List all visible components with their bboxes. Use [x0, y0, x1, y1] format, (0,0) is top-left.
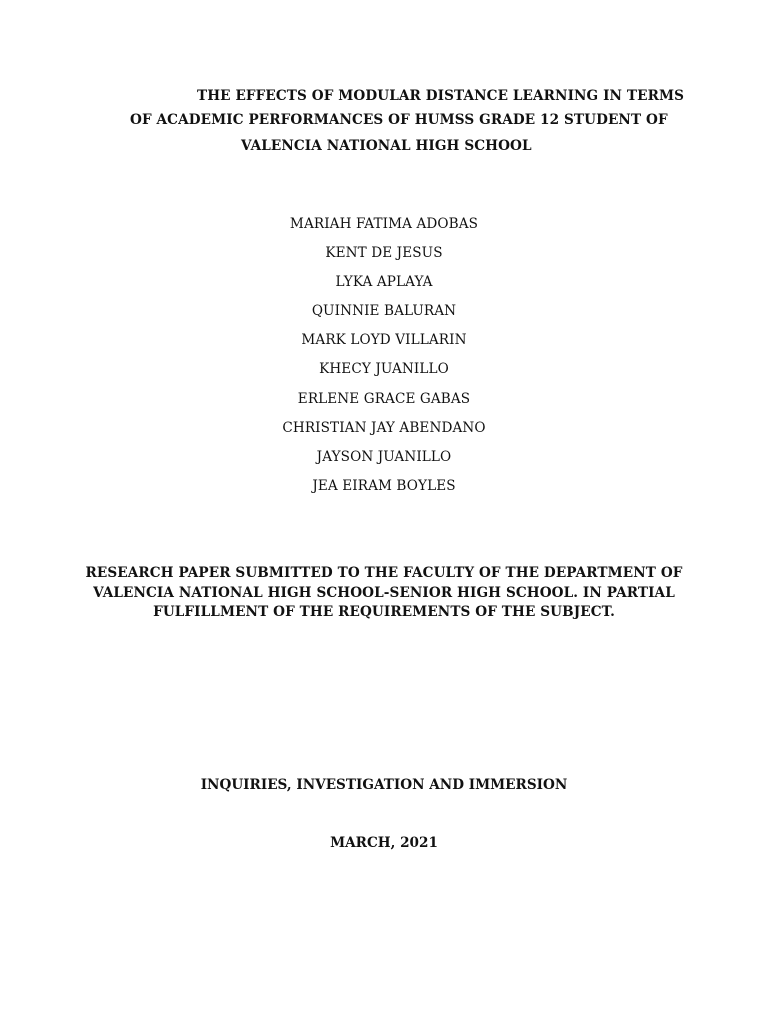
author-name: ERLENE GRACE GABAS [297, 390, 471, 407]
author-name: CHRISTIAN JAY ABENDANO [282, 419, 486, 436]
author-name: KENT DE JESUS [325, 245, 443, 262]
author-name: JEA EIRAM BOYLES [312, 477, 456, 494]
title-line-2: OF ACADEMIC PERFORMANCES OF HUMSS GRADE 12 STUDENT OF [130, 112, 668, 128]
author-name: JAYSON JUANILLO [316, 448, 452, 465]
title-line-1: THE EFFECTS OF MODULAR DISTANCE LEARNING IN TERMS [197, 88, 685, 104]
submission-date: MARCH, 2021 [330, 835, 438, 851]
title-line-3: VALENCIA NATIONAL HIGH SCHOOL [241, 138, 532, 154]
author-name: KHECY JUANILLO [319, 361, 449, 378]
author-name: LYKA APLAYA [335, 274, 433, 291]
submission-line-3: FULFILLMENT OF THE REQUIREMENTS OF THE SUBJECT. [153, 604, 615, 620]
submission-line-2: VALENCIA NATIONAL HIGH SCHOOL-SENIOR HIGH SCHOOL. IN PARTIAL [93, 584, 675, 601]
author-name: MARK LOYD VILLARIN [301, 332, 467, 349]
author-list [0, 216, 768, 507]
author-name: QUINNIE BALURAN [311, 303, 457, 320]
subject-title: INQUIRIES, INVESTIGATION AND IMMERSION [200, 777, 568, 793]
submission-line-1: RESEARCH PAPER SUBMITTED TO THE FACULTY OF THE DEPARTMENT OF [85, 565, 683, 581]
author-name: MARIAH FATIMA ADOBAS [289, 216, 479, 232]
submission-statement [0, 564, 768, 623]
